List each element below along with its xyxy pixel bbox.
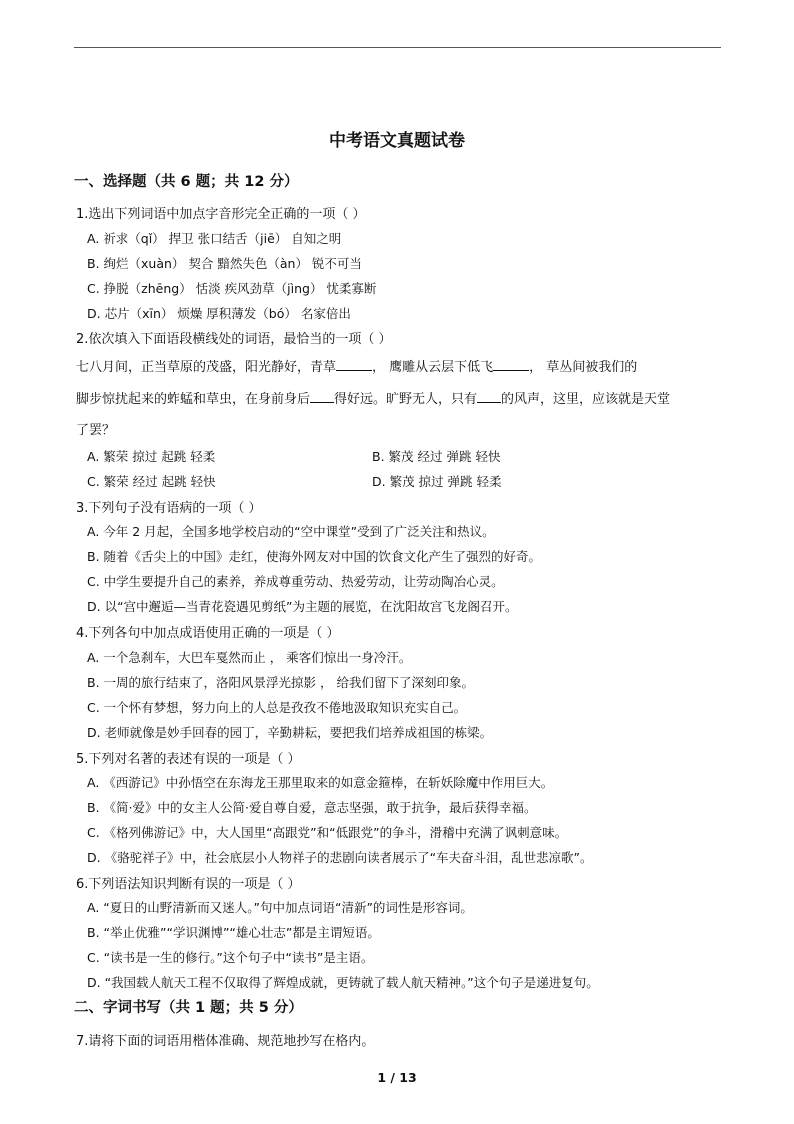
passage-text: 得好远。旷野无人，只有	[334, 392, 478, 407]
fill-blank	[477, 390, 501, 403]
question-4-option-a: A. 一个急刹车，大巴车戛然而止 ， 乘客们惊出一身冷汗。	[87, 650, 412, 665]
question-2-option-c: C. 繁荣 经过 起跳 轻快	[87, 474, 216, 489]
question-6-option-c: C. “读书是一生的修行。”这个句子中“读书”是主语。	[87, 950, 374, 965]
question-5-stem: 5.下列对名著的表述有误的一项是（ ）	[76, 752, 301, 767]
section-heading-choice: 一、选择题（共 6 题；共 12 分）	[74, 174, 299, 190]
fill-blank	[336, 358, 372, 371]
question-1-option-c: C. 挣脱（zhēng） 恬淡 疾风劲草（jìng） 忧柔寡断	[87, 281, 377, 296]
question-3-option-b: B. 随着《舌尖上的中国》走红，使海外网友对中国的饮食文化产生了强烈的好奇。	[87, 549, 542, 564]
fill-blank	[310, 390, 334, 403]
question-6-option-a: A. “夏日的山野清新而又迷人。”句中加点词语“清新”的词性是形容词。	[87, 900, 473, 915]
question-6-option-b: B. “举止优雅”“学识渊博”“雄心壮志”都是主谓短语。	[87, 925, 380, 940]
question-3-option-d: D. 以“宫中邂逅—当青花瓷遇见剪纸”为主题的展览，在沈阳故宫飞龙阁召开。	[87, 599, 518, 614]
question-2-option-d: D. 繁茂 掠过 弹跳 轻柔	[372, 474, 502, 489]
question-1-option-d: D. 芯片（xīn） 烦燥 厚积薄发（bó） 名家倍出	[87, 306, 351, 321]
question-3-option-c: C. 中学生要提升自己的素养，养成尊重劳动、热爱劳动，让劳动陶冶心灵。	[87, 574, 504, 589]
question-1-stem: 1.选出下列词语中加点字音形完全正确的一项（ ）	[76, 207, 366, 222]
question-5-option-b: B. 《简·爱》中的女主人公简·爱自尊自爱，意志坚强，敢于抗争，最后获得幸福。	[87, 800, 537, 815]
question-4-option-d: D. 老师就像是妙手回春的园丁，辛勤耕耘，要把我们培养成祖国的栋梁。	[87, 725, 493, 740]
question-4-option-b: B. 一周的旅行结束了，洛阳风景浮光掠影 ， 给我们留下了深刻印象。	[87, 675, 474, 690]
question-2-stem: 2.依次填入下面语段横线处的词语，最恰当的一项（ ）	[76, 332, 392, 347]
question-4-option-c: C. 一个怀有梦想，努力向上的人总是孜孜不倦地汲取知识充实自己。	[87, 700, 467, 715]
page-title: 中考语文真题试卷	[329, 131, 465, 151]
question-2-passage-line-2	[76, 388, 670, 407]
passage-text: 脚步惊扰起来的蚱蜢和草虫，在身前身后	[76, 392, 311, 407]
question-5-option-c: C. 《格列佛游记》中，大人国里“高跟党”和“低跟党”的争斗，滑稽中充满了讽刺意味。	[87, 825, 568, 840]
question-2-passage-line-1	[76, 356, 637, 375]
passage-text: 的风声，这里，应该就是天堂	[501, 392, 671, 407]
question-6-option-d: D. “我国载人航天工程不仅取得了辉煌成就，更铸就了载人航天精神。”这个句子是递进复句。	[87, 975, 599, 990]
question-2-option-a: A. 繁荣 掠过 起跳 轻柔	[87, 449, 216, 464]
question-5-option-d: D. 《骆驼祥子》中，社会底层小人物祥子的悲剧向读者展示了“车夫奋斗泪，乱世悲凉歌”。	[87, 850, 593, 865]
question-1-option-a: A. 祈求（qǐ） 捍卫 张口结舌（jiē） 自知之明	[87, 231, 342, 246]
question-2-option-b: B. 繁茂 经过 弹跳 轻快	[372, 449, 501, 464]
passage-text: ， 鹰雕从云层下低飞	[372, 360, 494, 375]
question-3-stem: 3.下列句子没有语病的一项（ ）	[76, 501, 262, 516]
question-1-option-b: B. 绚烂（xuàn） 契合 黯然失色（àn） 锐不可当	[87, 256, 362, 271]
question-3-option-a: A. 今年 2 月起，全国多地学校启动的“空中课堂”受到了广泛关注和热议。	[87, 524, 495, 539]
passage-text: ， 草丛间被我们的	[529, 360, 638, 375]
page-number: 1 / 13	[377, 1070, 417, 1085]
question-6-stem: 6.下列语法知识判断有误的一项是（ ）	[76, 877, 301, 892]
question-2-passage-line-3: 了罢？	[76, 423, 116, 438]
section-heading-writing: 二、字词书写（共 1 题；共 5 分）	[74, 1000, 303, 1016]
question-5-option-a: A. 《西游记》中孙悟空在东海龙王那里取来的如意金箍棒，在斩妖除魔中作用巨大。	[87, 775, 554, 790]
question-7-stem: 7.请将下面的词语用楷体准确、规范地抄写在格内。	[76, 1034, 375, 1049]
passage-text: 七八月间，正当草原的茂盛，阳光静好，青草	[76, 360, 337, 375]
header-rule	[74, 47, 721, 48]
fill-blank	[493, 358, 529, 371]
question-4-stem: 4.下列各句中加点成语使用正确的一项是（ ）	[76, 626, 340, 641]
